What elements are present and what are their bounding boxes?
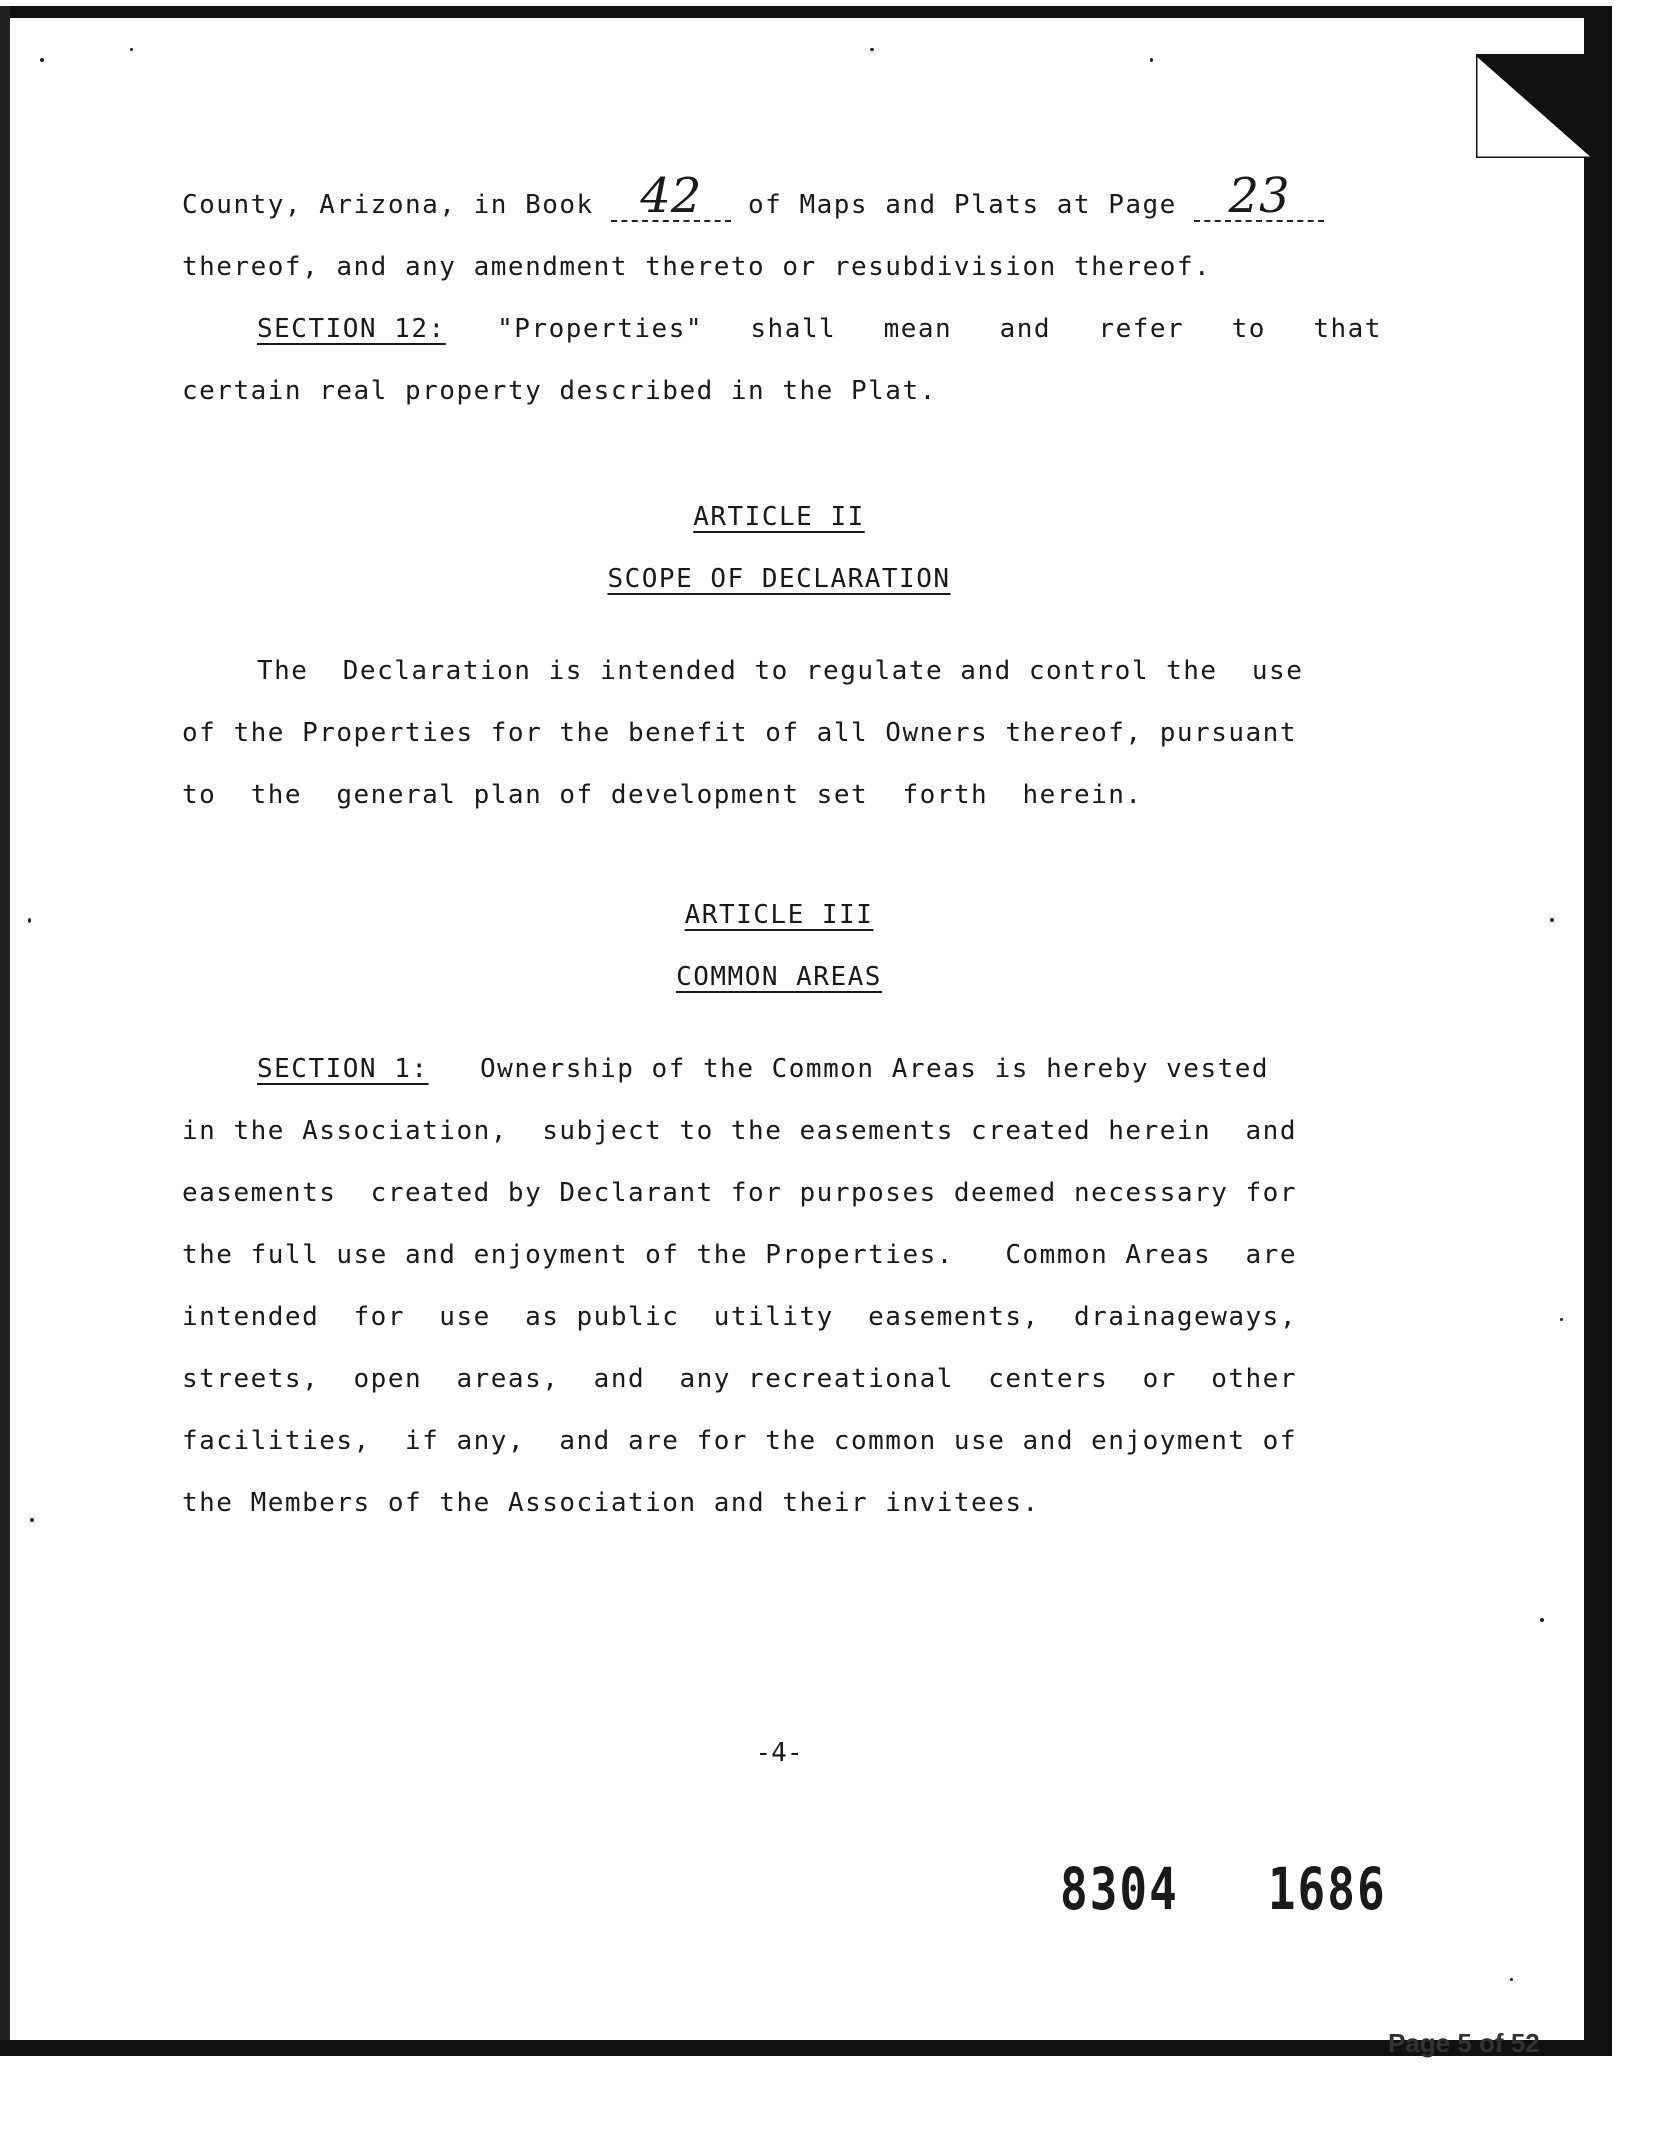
scan-border-bottom: [0, 2040, 1612, 2056]
scan-speck: [870, 48, 874, 51]
word: mean: [883, 314, 953, 344]
article2-line: The Declaration is intended to regulate and control the use: [257, 656, 1304, 686]
section1-line: [257, 1052, 1382, 1086]
article3-line: streets, open areas, and any recreational centers or other: [182, 1364, 1297, 1394]
scan-speck: [40, 58, 44, 62]
word: shall: [750, 314, 837, 344]
page-number: -4-: [755, 1738, 803, 1768]
section1-first: Ownership of the Common Areas is hereby vested: [480, 1054, 1270, 1084]
section12-continuation: certain real property described in the Plat.: [182, 376, 937, 406]
word: that: [1313, 314, 1382, 344]
scan-border-left: [0, 6, 10, 2056]
article3-line: the full use and enjoyment of the Properties. Common Areas are: [182, 1240, 1297, 1270]
book-blank: [611, 168, 731, 224]
article2-subtitle: SCOPE OF DECLARATION: [607, 564, 951, 594]
text-line-thereof: thereof, and any amendment thereto or resubdivision thereof.: [182, 252, 1212, 282]
scan-speck: [28, 918, 31, 923]
page-of-stamp: Page 5 of 52: [1388, 2028, 1540, 2058]
page-blank: [1194, 168, 1324, 224]
scan-speck: [1550, 918, 1554, 922]
scan-border-right: [1584, 6, 1612, 2046]
document-page: [10, 18, 1584, 2058]
scan-speck: [1560, 1318, 1563, 1321]
folded-corner: [1476, 54, 1594, 158]
scan-speck: [1540, 1618, 1544, 1622]
article3-line: easements created by Declarant for purposes deemed necessary for: [182, 1178, 1297, 1208]
section12-label: SECTION 12:: [257, 314, 446, 344]
properties-term: "Properties": [497, 314, 703, 344]
section12-heading: [257, 312, 703, 346]
article2-title: ARTICLE II: [693, 502, 865, 532]
article3-line: the Members of the Association and their invitees.: [182, 1488, 1040, 1518]
record-number-stamp: 8304 1686: [1060, 1855, 1387, 1923]
article3-title: ARTICLE III: [684, 900, 874, 930]
article3-line: facilities, if any, and are for the common use and enjoyment of: [182, 1426, 1297, 1456]
article3-subtitle: COMMON AREAS: [676, 962, 882, 992]
article2-line: of the Properties for the benefit of all Owners thereof, pursuant: [182, 718, 1297, 748]
word: and: [999, 314, 1052, 344]
article3-line: in the Association, subject to the easements created herein and: [182, 1116, 1297, 1146]
section1-label: SECTION 1:: [257, 1054, 429, 1084]
scan-speck: [1150, 58, 1153, 62]
line1-middle: of Maps and Plats at Page: [748, 190, 1177, 220]
scan-speck: [30, 1518, 34, 1522]
scan-border-top: [0, 6, 1612, 18]
word: to: [1231, 314, 1266, 344]
text-line-county: [182, 168, 1382, 224]
scan-speck: [130, 48, 133, 51]
word: refer: [1098, 314, 1185, 344]
scan-speck: [1510, 1978, 1513, 1981]
page-number-handwritten: 23: [1228, 168, 1290, 224]
article2-line: to the general plan of development set forth herein.: [182, 780, 1143, 810]
section12-line: [182, 312, 1382, 346]
book-number-handwritten: 42: [640, 168, 702, 224]
article3-line: intended for use as public utility easements, drainageways,: [182, 1302, 1297, 1332]
line1-before: County, Arizona, in Book: [182, 190, 594, 220]
